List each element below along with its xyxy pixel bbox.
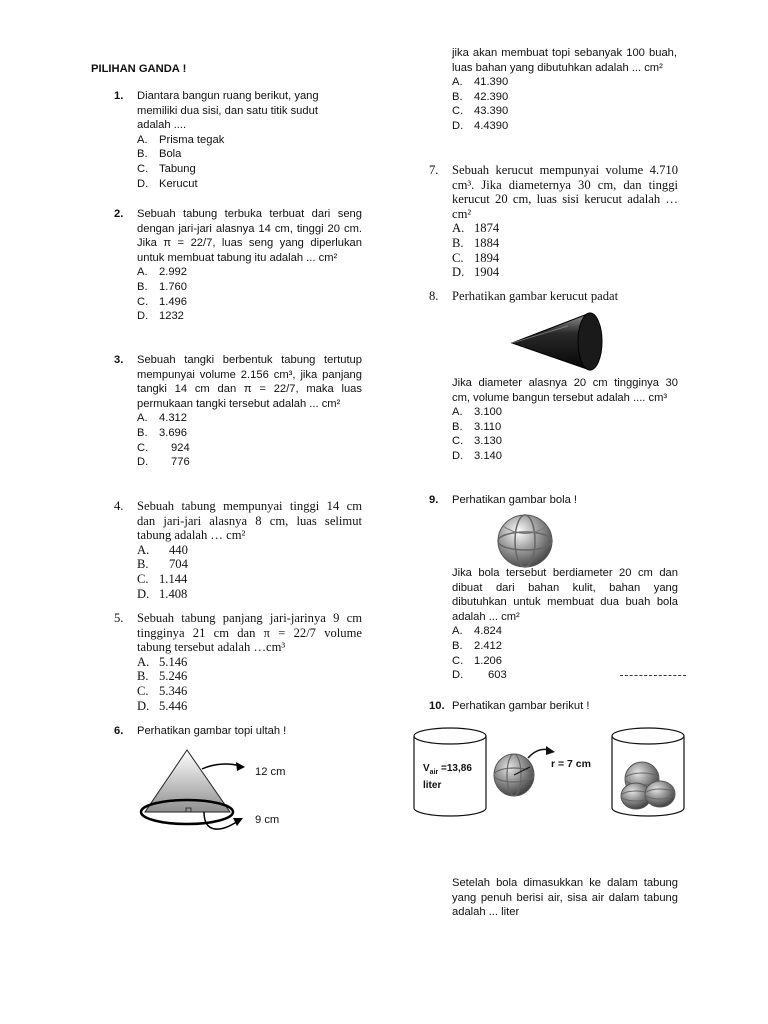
- option-d[interactable]: D. 5.446: [137, 698, 188, 713]
- option-a[interactable]: A. 5.146: [137, 654, 188, 669]
- question-number: 7.: [429, 163, 439, 177]
- question-number: 4.: [114, 499, 124, 513]
- option-d[interactable]: D. Kerucut: [137, 177, 198, 190]
- option-d[interactable]: D. 603: [452, 669, 507, 682]
- question-stem: Sebuah tabung mempunyai tinggi 14 cm dan jari-jari alasnya 8 cm, luas selimut tabung adalah … cm²: [137, 499, 362, 543]
- option-a[interactable]: A. 440: [137, 542, 188, 557]
- option-b[interactable]: B. 1.760: [137, 280, 187, 293]
- option-b[interactable]: B. 1884: [452, 235, 500, 250]
- option-b[interactable]: B. 3.110: [452, 420, 502, 433]
- option-a[interactable]: A. 41.390: [452, 76, 509, 89]
- question-stem: jika akan membuat topi sebanyak 100 buah, luas bahan yang dibutuhkan adalah ... cm²: [452, 47, 677, 74]
- option-d[interactable]: D. 1232: [137, 310, 184, 323]
- question-number: 2.: [114, 208, 124, 220]
- option-c[interactable]: C. Tabung: [137, 162, 196, 175]
- party-hat-cone-figure: [130, 745, 360, 845]
- option-a[interactable]: A. Prisma tegak: [137, 133, 225, 146]
- option-a[interactable]: A. 2.992: [137, 266, 187, 279]
- question-stem-intro: Perhatikan gambar kerucut padat: [452, 289, 619, 303]
- question-number: 10.: [429, 700, 445, 712]
- radius-label: 9 cm: [255, 814, 280, 826]
- section-heading: PILIHAN GANDA !: [91, 63, 187, 75]
- option-a[interactable]: A. 1874: [452, 221, 500, 236]
- option-b[interactable]: B. 3.696: [137, 426, 187, 439]
- ball-figure: [497, 514, 553, 568]
- water-volume-label: $V_{air} =13,86$ liter: [423, 763, 472, 791]
- ball-radius-label: r = 7 cm: [551, 758, 591, 770]
- question-stem-intro: Perhatikan gambar topi ultah !: [137, 725, 287, 737]
- option-b[interactable]: B. 5.246: [137, 669, 188, 684]
- question-stem: Diantara bangun ruang berikut, yang memiliki dua sisi, dan satu titik sudut adalah ....: [137, 90, 319, 132]
- option-d[interactable]: D. 1.408: [137, 586, 188, 601]
- option-d[interactable]: D. 776: [137, 456, 190, 469]
- question-number: 6.: [114, 725, 124, 737]
- option-a[interactable]: A. 3.100: [452, 406, 502, 419]
- question-stem: Sebuah tabung panjang jari-jarinya 9 cm tingginya 21 cm dan π = 22/7 volume tabung tersebut adalah …cm³: [137, 611, 362, 655]
- question-number: 9.: [429, 494, 439, 506]
- option-c[interactable]: C. 5.346: [137, 683, 188, 698]
- dashed-divider: [620, 675, 686, 676]
- option-b[interactable]: B. 2.412: [452, 639, 502, 652]
- option-c[interactable]: C. 1.496: [137, 295, 187, 308]
- slant-height-label: 12 cm: [255, 766, 286, 778]
- question-number: 1.: [114, 90, 124, 102]
- option-d[interactable]: D. 4.4390: [452, 119, 509, 132]
- option-a[interactable]: A. 4.312: [137, 412, 187, 425]
- question-stem-intro: Perhatikan gambar berikut !: [452, 700, 590, 712]
- question-stem: Jika diameter alasnya 20 cm tingginya 30 cm, volume bangun tersebut adalah .... cm³: [452, 377, 678, 404]
- question-number: 3.: [114, 354, 124, 366]
- question-number: 8.: [429, 289, 439, 303]
- option-d[interactable]: D. 3.140: [452, 449, 502, 462]
- question-stem-intro: Perhatikan gambar bola !: [452, 494, 578, 506]
- option-c[interactable]: C. 1.206: [452, 654, 502, 667]
- option-c[interactable]: C. 924: [137, 441, 190, 454]
- question-stem: Setelah bola dimasukkan ke dalam tabung yang penuh berisi air, sisa air dalam tabung adalah ... liter: [452, 877, 678, 919]
- option-c[interactable]: C. 3.130: [452, 435, 502, 448]
- question-stem: Sebuah kerucut mempunyai volume 4.710 cm³. Jika diameternya 30 cm, dan tinggi kerucut 20 cm, luas sisi kerucut adalah … cm²: [452, 163, 678, 221]
- option-c[interactable]: C. 1.144: [137, 571, 188, 586]
- option-a[interactable]: A. 4.824: [452, 625, 502, 638]
- option-c[interactable]: C. 43.390: [452, 105, 509, 118]
- option-b[interactable]: B. 704: [137, 557, 188, 572]
- option-d[interactable]: D. 1904: [452, 265, 500, 280]
- question-number: 5.: [114, 611, 124, 625]
- question-stem: Sebuah tabung terbuka terbuat dari seng dengan jari-jari alasnya 14 cm, tinggi 20 cm. Jika π = 22/7, luas seng yang diperlukan untuk membuat tabung itu adalah ... cm²: [137, 208, 362, 264]
- option-c[interactable]: C. 1894: [452, 250, 500, 265]
- option-b[interactable]: B. Bola: [137, 148, 182, 161]
- question-stem: Sebuah tangki berbentuk tabung tertutup mempunyai volume 2.156 cm³, jika panjang tangki 14 cm dan π = 22/7, maka luas permukaan tangki tersebut adalah ... cm²: [137, 354, 362, 410]
- solid-cone-figure: [508, 308, 608, 374]
- question-stem: Jika bola tersebut berdiameter 20 cm dan dibuat dari bahan kulit, bahan yang dibutuhkan untuk membuat dua buah bola adalah ... cm²: [452, 567, 678, 623]
- option-b[interactable]: B. 42.390: [452, 90, 509, 103]
